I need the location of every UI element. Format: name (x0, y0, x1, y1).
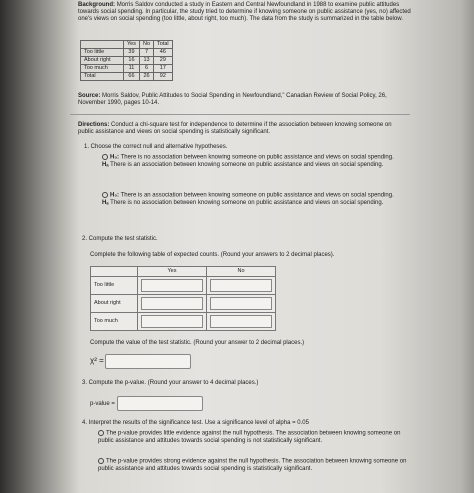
table-header-cell: Total (154, 41, 173, 49)
table-cell: 11 (124, 65, 140, 73)
table-row (81, 49, 173, 57)
table-cell: 17 (154, 65, 173, 73)
table-row (91, 313, 276, 331)
table-row (91, 295, 276, 313)
hypothesis-option-2[interactable] (102, 192, 402, 207)
h0-symbol: H₀: (110, 192, 120, 199)
expected-yes-too-much-cell (138, 313, 207, 331)
expected-yes-too-little-cell (138, 277, 207, 295)
chi-square-instruction: Compute the value of the test statistic. (Round your answer to 2 decimal places.) (90, 340, 305, 346)
expected-yes-about-right-input[interactable] (141, 297, 203, 310)
expected-yes-too-little-input[interactable] (141, 279, 203, 292)
table-header-cell: No (139, 41, 153, 49)
table-header-cell: Yes (124, 41, 140, 49)
table-cell: 16 (124, 57, 140, 65)
h0-text: There is no association between knowing someone on public assistance and views on social spending. (120, 154, 394, 161)
h0-symbol: H₀: (110, 154, 120, 161)
radio-button-icon[interactable] (98, 458, 104, 464)
background-label: Background: (78, 2, 116, 8)
radio-button-icon[interactable] (98, 430, 104, 436)
interpretation-text: The p-value provides strong evidence against the null hypothesis. The association between knowing someone on public assistance and attitudes towards social spending is statistically significant. (98, 458, 407, 472)
expected-yes-too-much-input[interactable] (141, 315, 203, 328)
table-cell: 6 (139, 65, 153, 73)
table-row-label: About right (81, 57, 124, 65)
table-row-label: Too much (81, 65, 124, 73)
question-1-title: 1. Choose the correct null and alternative hypotheses. (84, 144, 228, 150)
radio-button-icon[interactable] (102, 154, 108, 160)
ha-text: There is an association between knowing someone on public assistance and views on social spending. (110, 161, 384, 168)
p-value-label: p-value = (90, 401, 115, 408)
table-header-row (81, 41, 173, 49)
interpretation-text: The p-value provides little evidence against the null hypothesis. The association between knowing someone on public assistance and attitudes towards social spending is not statistically significant. (98, 430, 401, 444)
directions-text: Conduct a chi-square test for independence to determine if the association between knowing someone on public assistance and views on social spending is statistically significant. (78, 122, 392, 135)
ha-symbol: Hₐ (102, 161, 109, 168)
table-cell: 66 (124, 73, 140, 81)
table-row (91, 277, 276, 295)
background-paragraph (78, 2, 418, 23)
h0-text: There is an association between knowing someone on public assistance and views on social spending. (120, 192, 394, 199)
interpretation-option-2[interactable] (98, 458, 408, 473)
table-row (81, 65, 173, 73)
expected-no-about-right-cell (207, 295, 276, 313)
expected-no-too-little-input[interactable] (210, 279, 272, 292)
radio-button-icon[interactable] (102, 192, 108, 198)
hypothesis-option-1[interactable] (102, 154, 402, 169)
expected-counts-table (90, 266, 276, 331)
table-row (81, 57, 173, 65)
chi-square-row (90, 354, 191, 369)
expected-no-too-much-cell (207, 313, 276, 331)
table-cell: 92 (154, 73, 173, 81)
expected-yes-about-right-cell (138, 295, 207, 313)
expected-no-about-right-input[interactable] (210, 297, 272, 310)
section-divider (70, 114, 410, 115)
table-row-label: Total (81, 73, 124, 81)
table-row-label: Too much (91, 313, 138, 331)
observed-counts-table (80, 40, 173, 81)
table-cell: 29 (154, 57, 173, 65)
directions-label: Directions: (78, 122, 110, 128)
source-text: Morris Saldov, Public Attitudes to Social Spending in Newfoundland," Canadian Review of Social Policy, 26, November 1990, pages 10-14. (78, 93, 387, 106)
question-3-title: 3. Compute the p-value. (Round your answer to 4 decimal places.) (82, 380, 259, 386)
worksheet-page (70, 0, 470, 493)
question-4-title: 4. Interpret the results of the significance test. Use a significance level of alpha = 0.05 (82, 420, 309, 426)
interpretation-option-1[interactable] (98, 430, 408, 445)
ha-text: There is no association between knowing someone on public assistance and views on social spending. (110, 199, 384, 206)
table-cell: 39 (124, 49, 140, 57)
table-row (81, 73, 173, 81)
ha-symbol: Hₐ (102, 199, 109, 206)
source-label: Source: (78, 93, 101, 99)
question-2-title: 2. Compute the test statistic. (82, 236, 158, 242)
table-header-cell: Yes (138, 267, 207, 277)
p-value-row (90, 396, 203, 411)
table-row-label: Too little (81, 49, 124, 57)
chi-square-input[interactable] (105, 354, 191, 369)
table-cell: 7 (139, 49, 153, 57)
directions-paragraph (78, 122, 408, 136)
background-text: Morris Saldov conducted a study in Eastern and Central Newfoundland in 1988 to examine public attitudes towards social spending. In particular, the study tried to determine if knowing someone on public assistance (yes, no) affected one's views on social spending (too little, about right, too much). The data from the study is summarized in the table below. (78, 2, 411, 22)
expected-no-too-little-cell (207, 277, 276, 295)
table-header-cell (81, 41, 124, 49)
expected-counts-instruction: Complete the following table of expected counts. (Round your answers to 2 decimal places). (90, 252, 335, 258)
table-row-label: About right (91, 295, 138, 313)
table-row-label: Too little (91, 277, 138, 295)
table-cell: 26 (139, 73, 153, 81)
table-header-row (91, 267, 276, 277)
table-cell: 46 (154, 49, 173, 57)
p-value-input[interactable] (117, 396, 203, 411)
table-header-cell: No (207, 267, 276, 277)
expected-no-too-much-input[interactable] (210, 315, 272, 328)
chi-square-symbol: χ² = (90, 356, 104, 366)
source-citation (78, 93, 408, 107)
table-header-cell (91, 267, 138, 277)
table-cell: 13 (139, 57, 153, 65)
